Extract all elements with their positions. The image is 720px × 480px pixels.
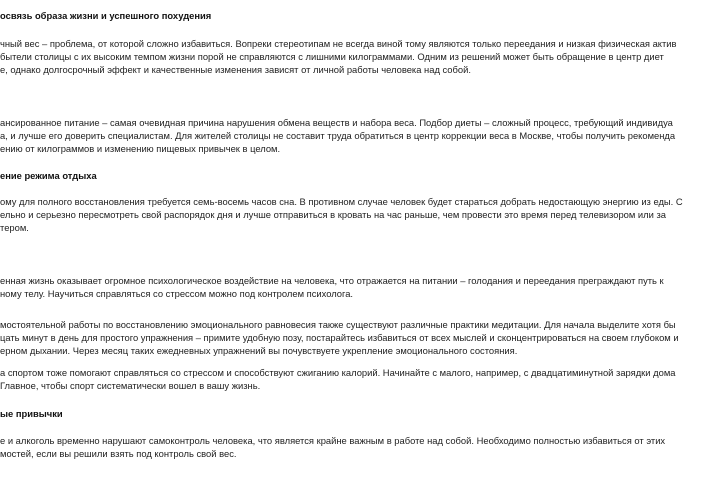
paragraph-line: мостоятельной работы по восстановлению эмоционального равновесия также существуют различные практики медитации. Для начала выделите хотя бы bbox=[0, 319, 676, 330]
section-2-heading: ение режима отдыха bbox=[0, 170, 97, 181]
paragraph-line: ному телу. Научиться справляться со стрессом можно под контролем психолога. bbox=[0, 288, 354, 299]
paragraph-line: енная жизнь оказывает огромное психологическое воздействие на человека, что отражается на питании – голодания и переедания преграждают путь к bbox=[0, 275, 664, 286]
paragraph-line: ерном дыхании. Через месяц таких ежедневных упражнений вы почувствуете укрепление эмоционального состояния. bbox=[0, 345, 518, 356]
paragraph-line: е, однако долгосрочный эффект и качественные изменения зависят от личной работы человека над собой. bbox=[0, 64, 471, 75]
paragraph-line: мостей, если вы решили взять под контроль свой вес. bbox=[0, 448, 237, 459]
paragraph-line: тером. bbox=[0, 222, 29, 233]
paragraph-line: е и алкоголь временно нарушают самоконтроль человека, что является крайне важным в работе над собой. Необходимо полностью избавиться от этих bbox=[0, 435, 666, 446]
section-1-heading: освязь образа жизни и успешного похудения bbox=[0, 10, 212, 21]
paragraph-line: бытели столицы с их высоким темпом жизни порой не справляются с лишними килограммами. Одним из решений может быть обращение в центр диет bbox=[0, 51, 664, 62]
paragraph-line: а спортом тоже помогают справляться со стрессом и способствуют сжиганию калорий. Начинайте с малого, например, с двадцатиминутной зарядки дома bbox=[0, 367, 676, 378]
paragraph-line: цать минут в день для простого упражнения – примите удобную позу, постарайтесь избавиться от всех мыслей и сконцентрироваться на своем глубоком и bbox=[0, 332, 679, 343]
paragraph-line: а, и лучше его доверить специалистам. Для жителей столицы не составит труда обратиться в центр коррекции веса в Москве, чтобы получить рекоменда bbox=[0, 130, 676, 141]
paragraph-line: чный вес – проблема, от которой сложно избавиться. Вопреки стереотипам не всегда виной тому являются только переедания и низкая физическая актив bbox=[0, 38, 677, 49]
paragraph-line: ению от килограммов и изменению пищевых привычек в целом. bbox=[0, 143, 281, 154]
paragraph-line: Главное, чтобы спорт систематически вошел в вашу жизнь. bbox=[0, 380, 261, 391]
paragraph-line: ансированное питание – самая очевидная причина нарушения обмена веществ и набора веса. Подбор диеты – сложный процесс, требующий индивидуа bbox=[0, 117, 673, 128]
paragraph-line: ому для полного восстановления требуется семь-восемь часов сна. В противном случае человек будет стараться добрать недостающую энергию из еды. С bbox=[0, 196, 683, 207]
paragraph-line: ельно и серьезно пересмотреть свой распорядок дня и лучше отправиться в кровать на час раньше, чем провести это время перед телевизором или за bbox=[0, 209, 666, 220]
section-3-heading: ые привычки bbox=[0, 408, 63, 419]
